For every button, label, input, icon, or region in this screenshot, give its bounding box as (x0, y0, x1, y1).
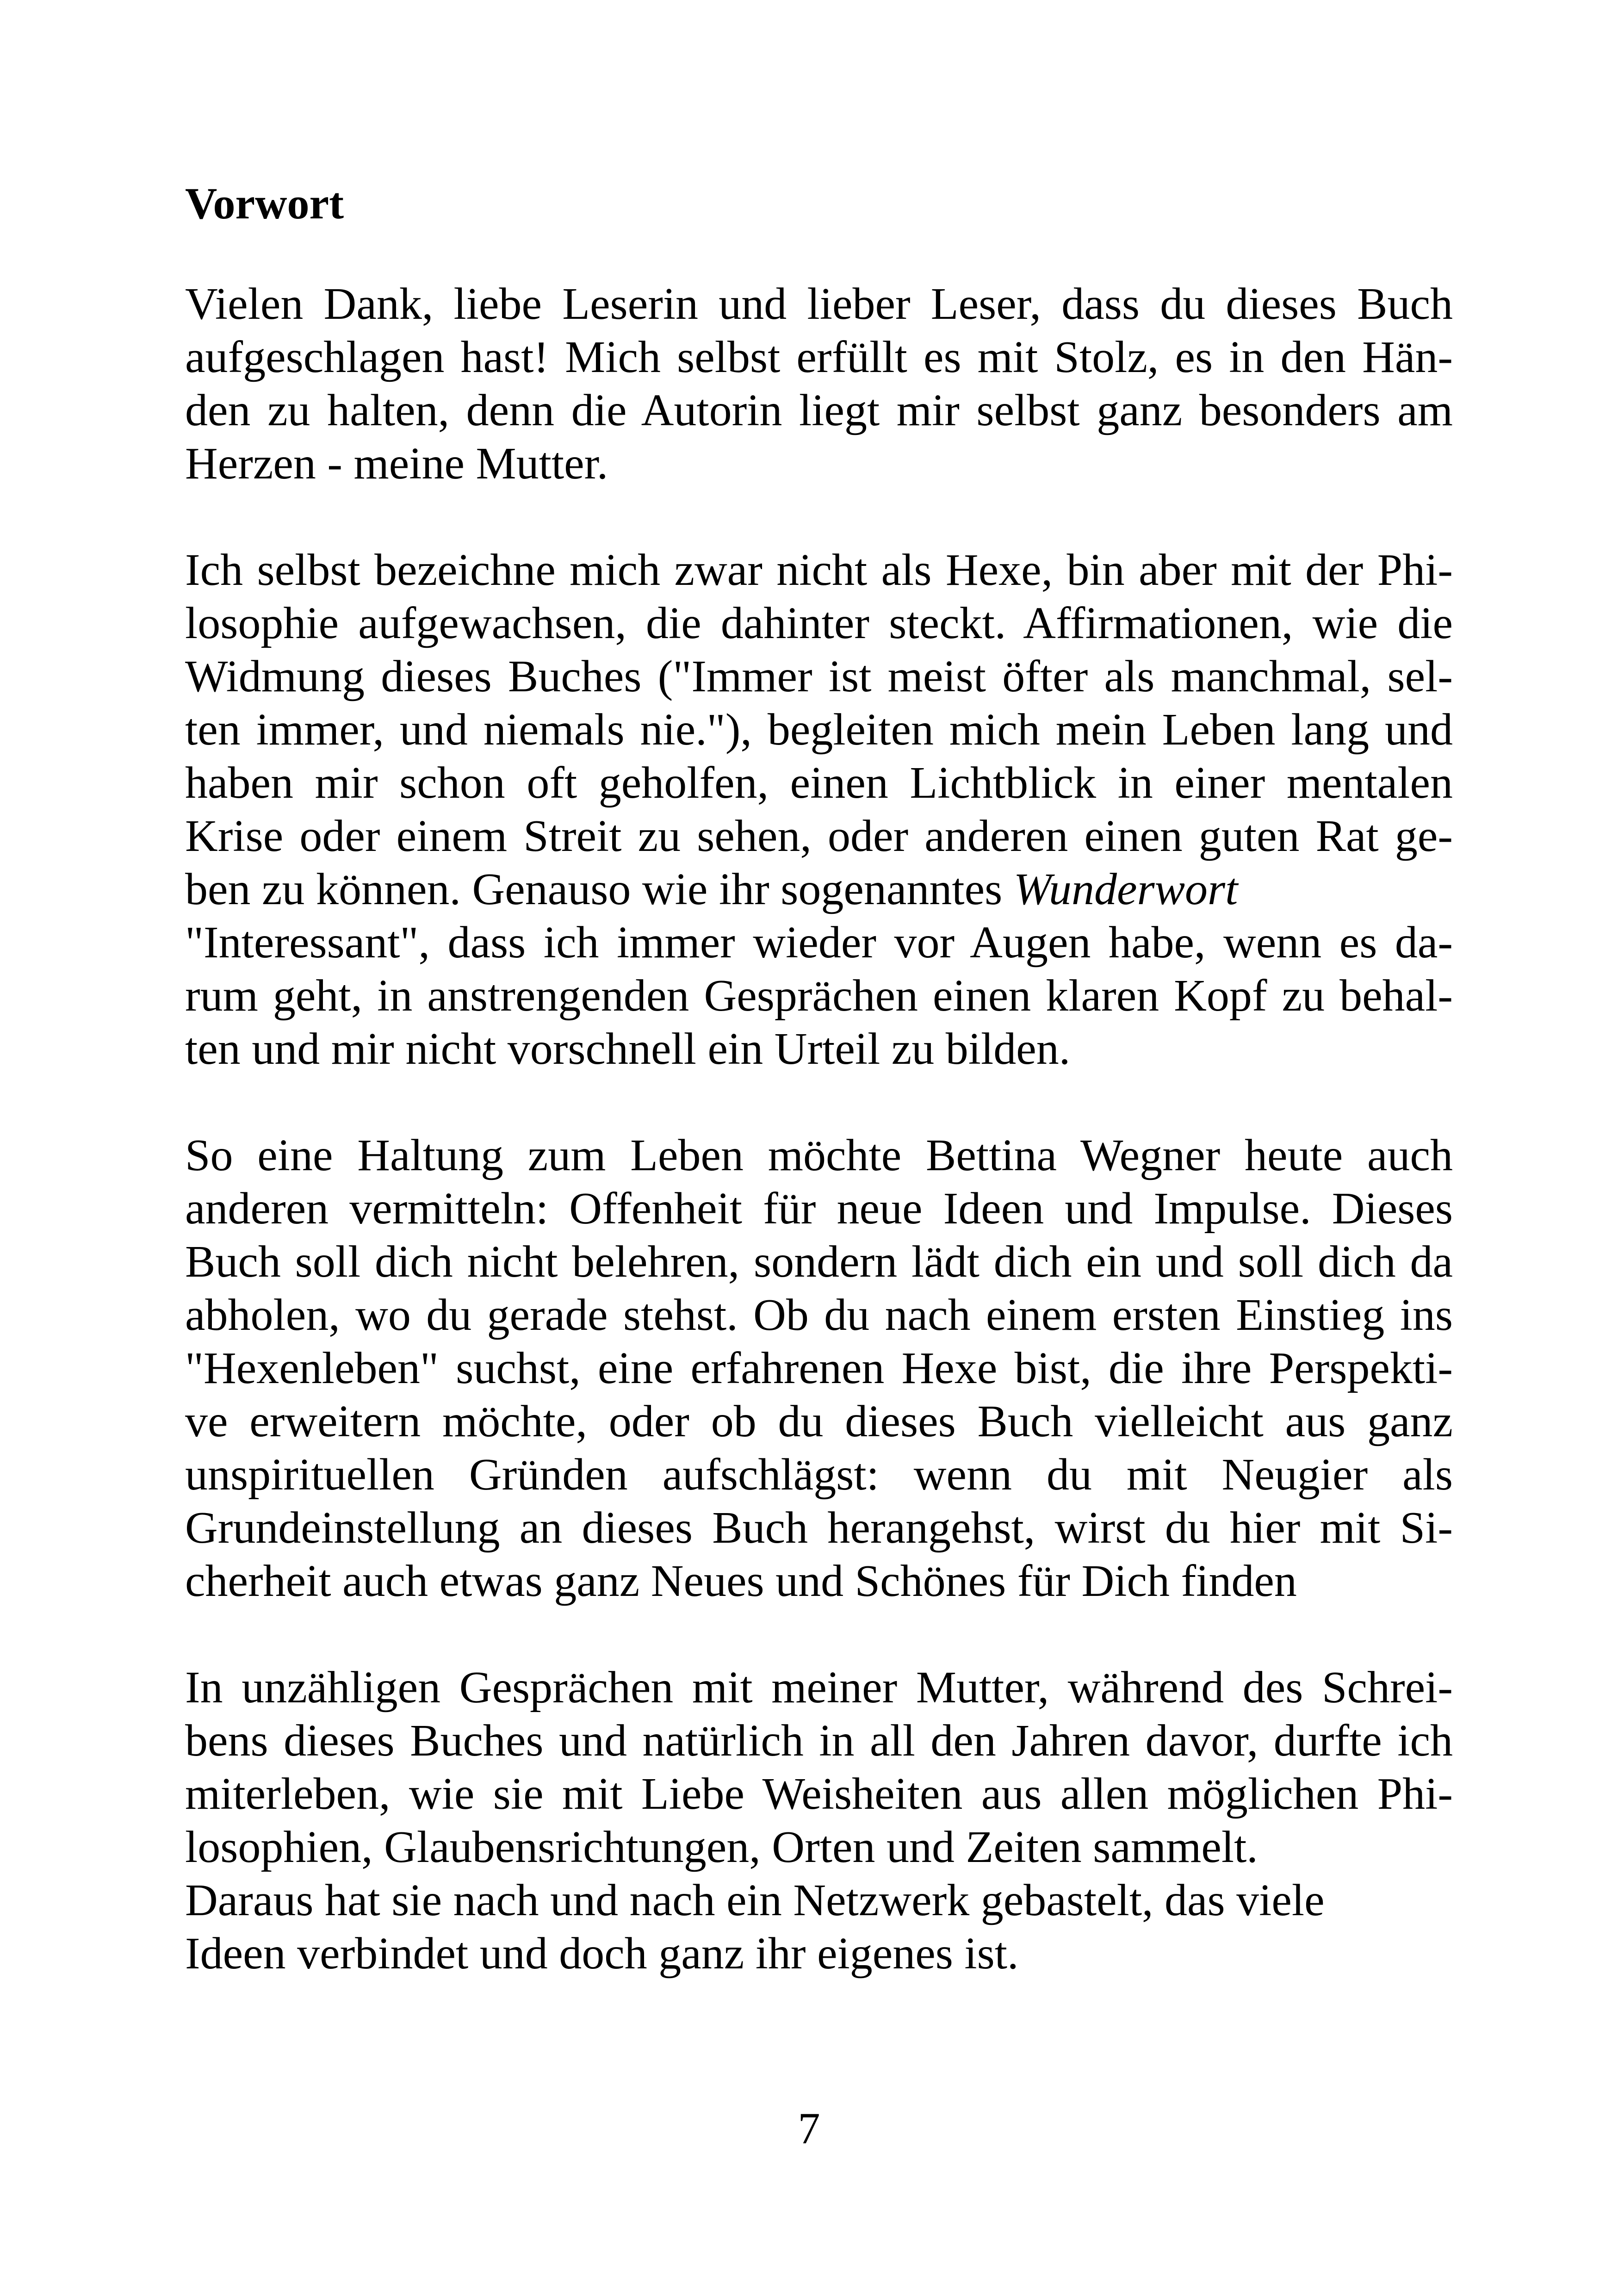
text-line: ten immer, und niemals nie."), begleiten mich mein Leben lang und (185, 705, 1453, 755)
page-content (185, 176, 1453, 2034)
paragraph-4 (185, 1661, 1453, 1980)
text-line: Buch soll dich nicht belehren, sondern lädt dich ein und soll dich da (185, 1237, 1453, 1287)
text-line: Herzen - meine Mutter. (185, 439, 608, 489)
text-line: haben mir schon oft geholfen, einen Lichtblick in einer mentalen (185, 758, 1453, 808)
text-line: unspirituellen Gründen aufschlägst: wenn du mit Neugier als (185, 1450, 1453, 1500)
text-line: aufgeschlagen hast! Mich selbst erfüllt es mit Stolz, es in den Hän- (185, 332, 1453, 382)
italic-word: Wunderwort (1013, 864, 1238, 914)
text-line: ve erweitern möchte, oder ob du dieses Buch vielleicht aus ganz (185, 1396, 1453, 1446)
text-line: Ideen verbindet und doch ganz ihr eigenes ist. (185, 1929, 1019, 1979)
text-line: "Hexenleben" suchst, eine erfahrenen Hexe bist, die ihre Perspekti- (185, 1343, 1453, 1393)
text-line-with-italic (185, 863, 1453, 916)
text-line: So eine Haltung zum Leben möchte Bettina Wegner heute auch (185, 1130, 1453, 1180)
text-line: Grundeinstellung an dieses Buch herangehst, wirst du hier mit Si- (185, 1503, 1453, 1553)
text-line: losophie aufgewachsen, die dahinter steckt. Affirmationen, wie die (185, 598, 1453, 648)
text-line: ten und mir nicht vorschnell ein Urteil zu bilden. (185, 1024, 1071, 1074)
section-heading: Vorwort (185, 179, 344, 228)
text-line: Widmung dieses Buches ("Immer ist meist öfter als manchmal, sel- (185, 652, 1453, 701)
text-line: den zu halten, denn die Autorin liegt mir selbst ganz besonders am (185, 385, 1453, 435)
text-line: Daraus hat sie nach und nach ein Netzwerk gebastelt, das viele (185, 1875, 1325, 1925)
text-segment: ben zu können. Genauso wie ihr sogenanntes (185, 864, 1014, 914)
text-line: bens dieses Buches und natürlich in all den Jahren davor, durfte ich (185, 1716, 1453, 1766)
text-line: Vielen Dank, liebe Leserin und lieber Leser, dass du dieses Buch (185, 279, 1453, 329)
text-line: "Interessant", dass ich immer wieder vor Augen habe, wenn es da- (185, 918, 1453, 968)
text-line: miterleben, wie sie mit Liebe Weisheiten aus allen möglichen Phi- (185, 1769, 1453, 1819)
text-line: In unzähligen Gesprächen mit meiner Mutter, während des Schrei- (185, 1663, 1453, 1713)
text-line: losophien, Glaubensrichtungen, Orten und Zeiten sammelt. (185, 1822, 1258, 1872)
text-line: anderen vermitteln: Offenheit für neue Ideen und Impulse. Dieses (185, 1184, 1453, 1234)
text-line: cherheit auch etwas ganz Neues und Schönes für Dich finden (185, 1556, 1297, 1606)
paragraph-1 (185, 278, 1453, 490)
text-line: abholen, wo du gerade stehst. Ob du nach einem ersten Einstieg ins (185, 1290, 1453, 1340)
text-line: Ich selbst bezeichne mich zwar nicht als Hexe, bin aber mit der Phi- (185, 545, 1453, 595)
paragraph-3 (185, 1129, 1453, 1608)
page-number: 7 (798, 2104, 820, 2153)
paragraph-2 (185, 544, 1453, 1076)
text-line: Krise oder einem Streit zu sehen, oder anderen einen guten Rat ge- (185, 811, 1453, 861)
text-line: rum geht, in anstrengenden Gesprächen einen klaren Kopf zu behal- (185, 971, 1453, 1021)
